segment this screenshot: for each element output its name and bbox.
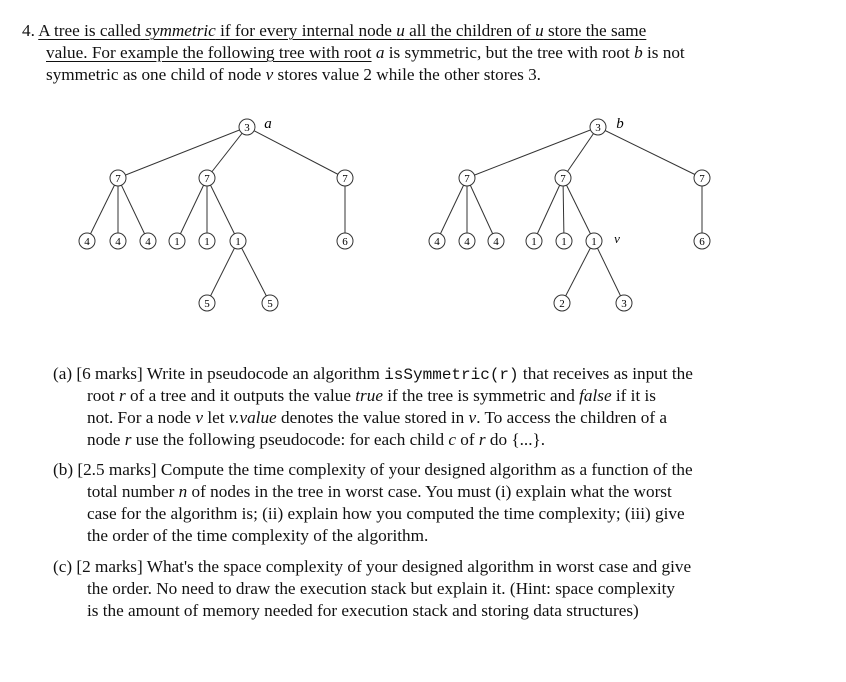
var-b: b bbox=[634, 43, 643, 62]
text: node bbox=[87, 430, 121, 449]
var-v: v bbox=[265, 65, 274, 84]
tree-node bbox=[169, 233, 185, 249]
part-a-line-3 bbox=[87, 407, 667, 429]
tree-node bbox=[526, 233, 542, 249]
problem-line-3 bbox=[46, 64, 541, 86]
text: not. For a node bbox=[87, 408, 192, 427]
node-value: 3 bbox=[621, 298, 627, 310]
tree-node bbox=[459, 233, 475, 249]
text: if it is bbox=[615, 386, 656, 405]
problem-number: 4. bbox=[22, 21, 35, 40]
text: Compute the time complexity of your designed algorithm as a function of the bbox=[160, 460, 693, 479]
text: is the amount of memory needed for execution stack and storing data structures) bbox=[87, 601, 639, 620]
problem-line-2 bbox=[46, 42, 685, 64]
var-n: n bbox=[178, 482, 188, 501]
node-value: 7 bbox=[699, 173, 705, 185]
text: Write in pseudocode an algorithm bbox=[146, 364, 380, 383]
node-value: 7 bbox=[204, 173, 210, 185]
node-value: 5 bbox=[204, 298, 210, 310]
var-c: c bbox=[448, 430, 456, 449]
tree-node bbox=[555, 170, 571, 186]
node-value: 7 bbox=[342, 173, 348, 185]
tree-node bbox=[337, 170, 353, 186]
tree-node bbox=[199, 295, 215, 311]
text: all the children of bbox=[409, 21, 531, 40]
node-value: 7 bbox=[464, 173, 470, 185]
node-value: 4 bbox=[84, 236, 90, 248]
part-b-line-2 bbox=[87, 481, 672, 503]
node-value: 4 bbox=[434, 236, 440, 248]
text: is not bbox=[646, 43, 685, 62]
node-value: 4 bbox=[115, 236, 121, 248]
text: root bbox=[87, 386, 115, 405]
text: if the tree is symmetric and bbox=[387, 386, 575, 405]
tree-node bbox=[230, 233, 246, 249]
node-value: 7 bbox=[115, 173, 121, 185]
var-u: u bbox=[535, 21, 544, 40]
part-marks: [2 marks] bbox=[76, 557, 143, 576]
var-v: v bbox=[195, 408, 204, 427]
var-r: r bbox=[124, 430, 132, 449]
part-c-line-2 bbox=[87, 578, 675, 600]
part-b-line-1 bbox=[53, 459, 693, 481]
var-v-value: v.value bbox=[228, 408, 277, 427]
text: of a tree and it outputs the value bbox=[129, 386, 351, 405]
tree-node bbox=[79, 233, 95, 249]
tree-node bbox=[488, 233, 504, 249]
tree-node bbox=[459, 170, 475, 186]
tree-node bbox=[110, 170, 126, 186]
tree-node bbox=[590, 119, 606, 135]
value-true: true bbox=[355, 386, 383, 405]
text: is symmetric, but the tree with root bbox=[388, 43, 630, 62]
part-a-line-1 bbox=[53, 363, 693, 386]
part-tag: (c) bbox=[53, 557, 73, 576]
node-value: 6 bbox=[699, 236, 705, 248]
part-marks: [2.5 marks] bbox=[77, 460, 157, 479]
tree-b bbox=[429, 116, 710, 311]
var-a: a bbox=[375, 43, 385, 62]
text: total number bbox=[87, 482, 175, 501]
part-c-line-1 bbox=[53, 556, 691, 578]
text: if for every internal node bbox=[220, 21, 392, 40]
root-label-b: b bbox=[616, 116, 624, 132]
text: of nodes in the tree in worst case. You must (i) explain what the worst bbox=[191, 482, 672, 501]
node-value: 1 bbox=[204, 236, 210, 248]
node-value: 6 bbox=[342, 236, 348, 248]
value-false: false bbox=[579, 386, 612, 405]
tree-node bbox=[110, 233, 126, 249]
part-a-line-2 bbox=[87, 385, 656, 407]
problem-line-1 bbox=[22, 20, 646, 42]
tree-node bbox=[554, 295, 570, 311]
text: symmetric as one child of node bbox=[46, 65, 262, 84]
function-name: isSymmetric(r) bbox=[384, 366, 519, 384]
text: let bbox=[207, 408, 225, 427]
node-value: 1 bbox=[531, 236, 537, 248]
text: the order of the time complexity of the algorithm. bbox=[87, 526, 429, 545]
text: store the same bbox=[547, 21, 647, 40]
node-value: 7 bbox=[560, 173, 566, 185]
text: value. For example the following tree with root bbox=[46, 43, 372, 62]
tree-node bbox=[262, 295, 278, 311]
tree-node bbox=[337, 233, 353, 249]
node-value: 1 bbox=[591, 236, 597, 248]
tree-node bbox=[199, 233, 215, 249]
root-label-a: a bbox=[264, 116, 272, 132]
part-marks: [6 marks] bbox=[76, 364, 143, 383]
tree-node bbox=[616, 295, 632, 311]
text: . To access the children of a bbox=[476, 408, 667, 427]
text: that receives as input the bbox=[522, 364, 693, 383]
part-b-line-3 bbox=[87, 503, 685, 525]
tree-node bbox=[239, 119, 255, 135]
node-value: 4 bbox=[493, 236, 499, 248]
text: do {...}. bbox=[489, 430, 546, 449]
term-symmetric: symmetric bbox=[145, 21, 216, 40]
text: use the following pseudocode: for each child bbox=[135, 430, 445, 449]
text: the order. No need to draw the execution stack but explain it. (Hint: space complexity bbox=[87, 579, 676, 598]
node-value: 3 bbox=[244, 122, 250, 134]
part-tag: (b) bbox=[53, 460, 74, 479]
text: stores value 2 while the other stores 3. bbox=[277, 65, 541, 84]
var-r: r bbox=[118, 386, 126, 405]
node-value: 1 bbox=[174, 236, 180, 248]
node-label-v: v bbox=[614, 231, 620, 246]
node-value: 4 bbox=[464, 236, 470, 248]
part-tag: (a) bbox=[53, 364, 73, 383]
tree-node bbox=[199, 170, 215, 186]
tree-node bbox=[694, 233, 710, 249]
tree-node bbox=[429, 233, 445, 249]
node-value: 5 bbox=[267, 298, 273, 310]
text: denotes the value stored in bbox=[280, 408, 465, 427]
text: case for the algorithm is; (ii) explain how you computed the time complexity; (iii) give bbox=[87, 504, 685, 523]
tree-a bbox=[79, 116, 353, 311]
node-value: 1 bbox=[235, 236, 241, 248]
node-value: 2 bbox=[559, 298, 565, 310]
part-a-line-4 bbox=[87, 429, 545, 451]
node-value: 4 bbox=[145, 236, 151, 248]
var-v: v bbox=[468, 408, 477, 427]
part-c-line-3 bbox=[87, 600, 639, 622]
text: of bbox=[460, 430, 475, 449]
tree-node bbox=[140, 233, 156, 249]
tree-node bbox=[586, 233, 602, 249]
part-b-line-4 bbox=[87, 525, 428, 547]
node-value: 3 bbox=[595, 122, 601, 134]
node-value: 1 bbox=[561, 236, 567, 248]
var-u: u bbox=[396, 21, 405, 40]
tree-node bbox=[694, 170, 710, 186]
tree-node bbox=[556, 233, 572, 249]
text: A tree is called bbox=[38, 21, 141, 40]
text: What's the space complexity of your designed algorithm in worst case and give bbox=[146, 557, 692, 576]
var-r: r bbox=[478, 430, 486, 449]
